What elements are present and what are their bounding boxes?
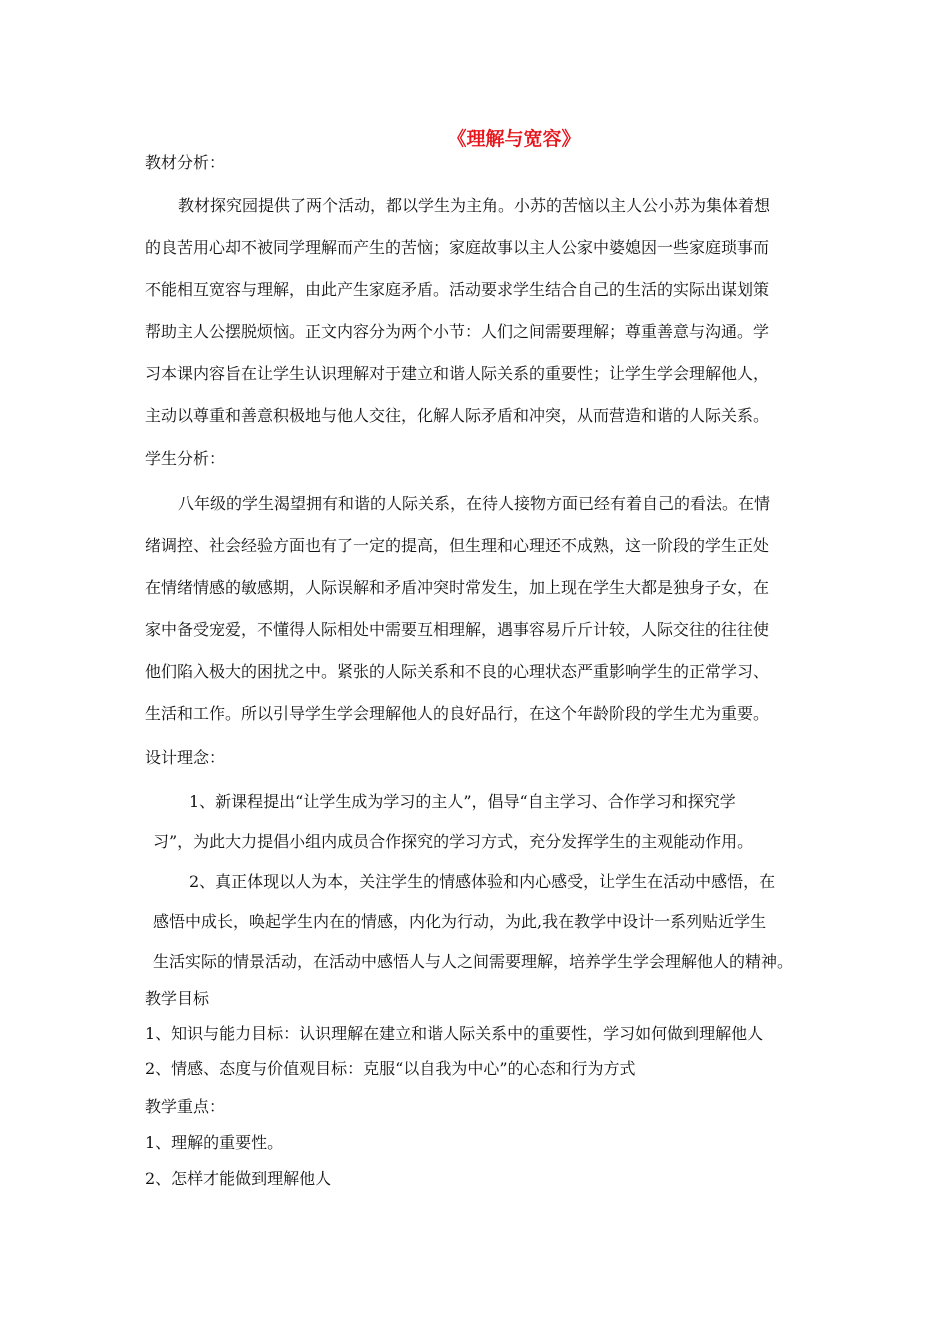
paragraph-line: 在情绪情感的敏感期，人际误解和矛盾冲突时常发生，加上现在学生大都是独身子女，在 [145,578,770,597]
paragraph-line: 不能相互宽容与理解，由此产生家庭矛盾。活动要求学生结合自己的生活的实际出谋划策 [145,280,770,299]
paragraph-line: 的良苦用心却不被同学理解而产生的苦恼；家庭故事以主人公家中婆媳因一些家庭琐事而 [145,238,770,257]
list-item: 1、知识与能力目标：认识理解在建立和谐人际关系中的重要性，学习如何做到理解他人 [145,1024,764,1043]
paragraph-line: 生活和工作。所以引导学生学会理解他人的良好品行，在这个年龄阶段的学生尤为重要。 [145,704,770,723]
list-item: 2、情感、态度与价值观目标：克服“以自我为中心”的心态和行为方式 [145,1059,636,1078]
paragraph-line: 1、新课程提出“让学生成为学习的主人”，倡导“自主学习、合作学习和探究学 [189,792,736,811]
paragraph-line: 生活实际的情景活动，在活动中感悟人与人之间需要理解，培养学生学会理解他人的精神。 [153,952,794,971]
paragraph-line: 家中备受宠爱，不懂得人际相处中需要互相理解，遇事容易斤斤计较，人际交往的往往使 [145,620,770,639]
paragraph-line: 主动以尊重和善意积极地与他人交往，化解人际矛盾和冲突，从而营造和谐的人际关系。 [145,406,770,425]
paragraph-line: 习本课内容旨在让学生认识理解对于建立和谐人际关系的重要性；让学生学会理解他人， [145,364,770,383]
paragraph-line: 习”，为此大力提倡小组内成员合作探究的学习方式，充分发挥学生的主观能动作用。 [153,832,754,851]
section-heading-goals: 教学目标 [145,989,210,1008]
section-heading-design: 设计理念： [145,748,226,767]
list-item: 1、理解的重要性。 [145,1133,284,1152]
paragraph-line: 2、真正体现以人为本，关注学生的情感体验和内心感受，让学生在活动中感悟，在 [189,872,776,891]
paragraph-line: 教材探究园提供了两个活动，都以学生为主角。小苏的苦恼以主人公小苏为集体着想 [178,196,771,215]
paragraph-line: 感悟中成长，唤起学生内在的情感，内化为行动，为此,我在教学中设计一系列贴近学生 [153,912,767,931]
document-title: 《理解与宽容》 [447,128,581,150]
paragraph-line: 他们陷入极大的困扰之中。紧张的人际关系和不良的心理状态严重影响学生的正常学习、 [145,662,770,681]
section-heading-key: 教学重点： [145,1097,226,1116]
paragraph-line: 绪调控、社会经验方面也有了一定的提高，但生理和心理还不成熟，这一阶段的学生正处 [145,536,770,555]
paragraph-line: 八年级的学生渴望拥有和谐的人际关系，在待人接物方面已经有着自己的看法。在情 [178,494,771,513]
section-heading-material: 教材分析： [145,153,226,172]
section-heading-student: 学生分析： [145,449,226,468]
list-item: 2、怎样才能做到理解他人 [145,1169,332,1188]
paragraph-line: 帮助主人公摆脱烦恼。正文内容分为两个小节：人们之间需要理解；尊重善意与沟通。学 [145,322,770,341]
